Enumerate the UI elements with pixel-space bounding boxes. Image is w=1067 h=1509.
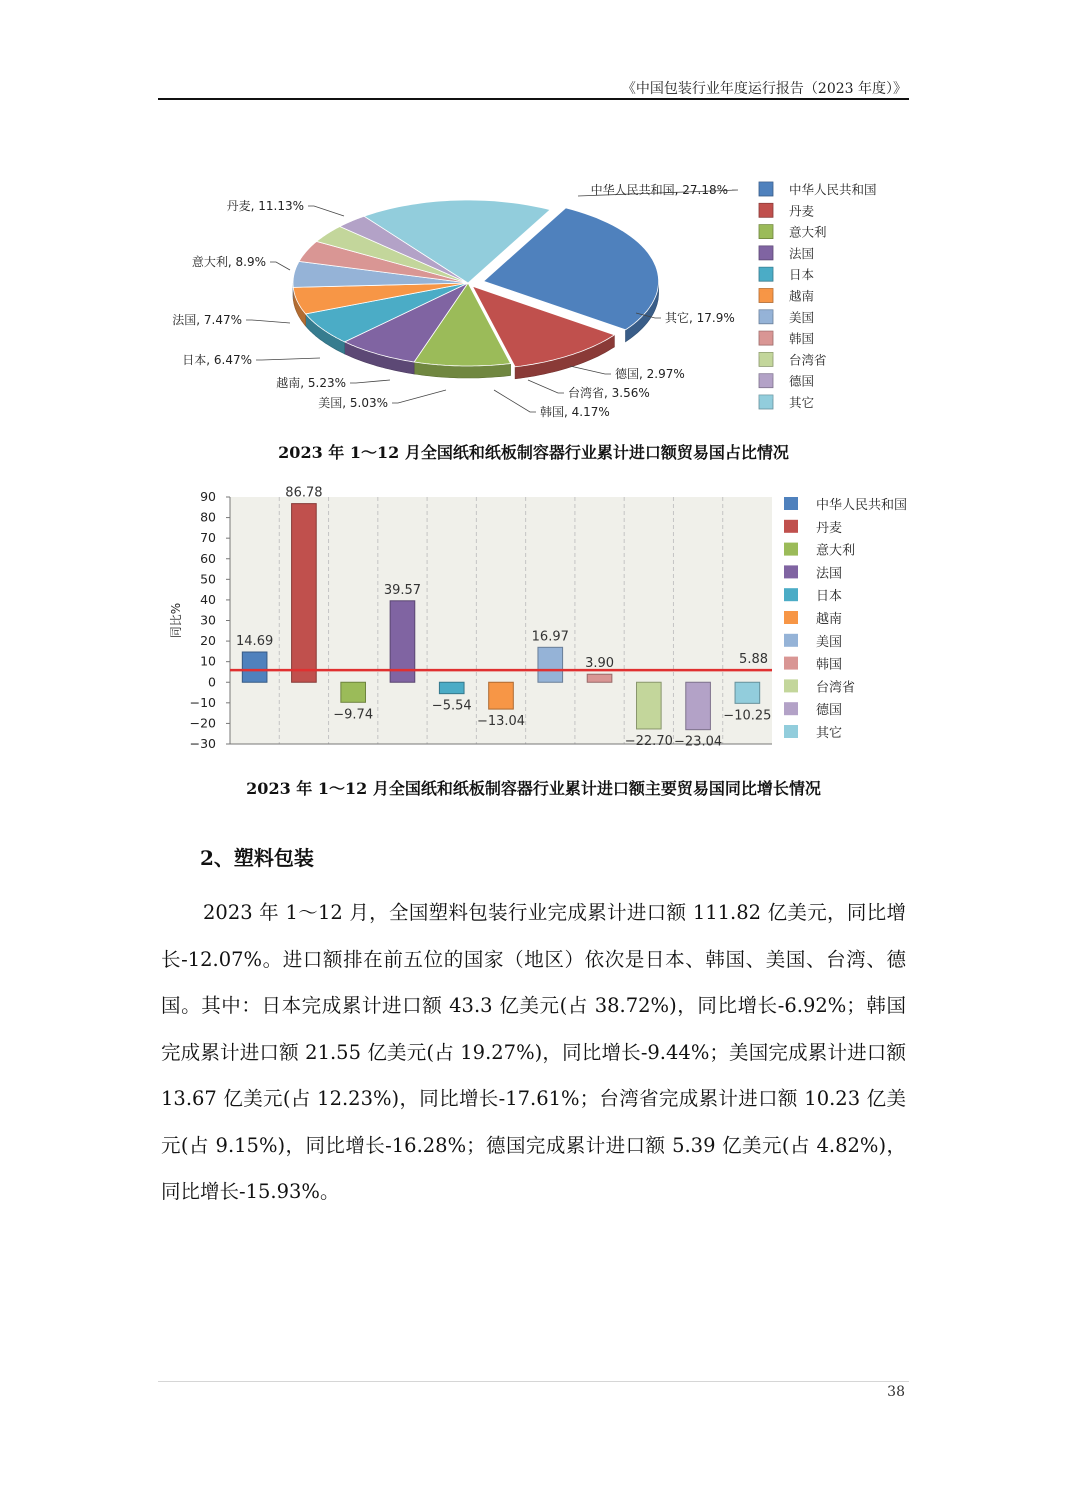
bar-chart	[158, 478, 918, 764]
bar-legend-label: 丹麦	[816, 520, 843, 536]
pie-legend-label: 丹麦	[789, 203, 815, 219]
bar-value-label: 86.78	[285, 485, 323, 501]
pie-legend-swatch-highlight	[759, 267, 773, 271]
y-ticks	[190, 489, 230, 751]
pie-legend-label: 美国	[789, 309, 815, 325]
bar-legend-swatch	[784, 657, 798, 670]
bar-legend-label: 法国	[816, 566, 843, 582]
pie-leader-line	[308, 206, 344, 216]
bar	[292, 504, 317, 683]
bar-legend-swatch	[784, 520, 798, 533]
pie-legend-label: 意大利	[789, 224, 827, 240]
pie-legend-swatch-highlight	[759, 331, 773, 335]
pie-legend-label: 其它	[789, 395, 815, 410]
y-tick-label: 10	[200, 653, 216, 669]
bar	[686, 682, 711, 729]
bar-value-label: 39.57	[383, 582, 422, 598]
pie-legend-swatch-highlight	[759, 374, 773, 378]
bar-value-label: 14.69	[236, 634, 274, 650]
bar	[439, 682, 464, 693]
pie-chart	[158, 168, 909, 432]
pie-leader-line	[256, 358, 320, 360]
pie-leader-line	[392, 390, 446, 403]
bar-legend-swatch	[784, 497, 798, 510]
bar	[587, 674, 612, 682]
pie-leader-line	[494, 390, 536, 412]
pie-legend-label: 中华人民共和国	[789, 182, 877, 197]
section-heading: 2、塑料包装	[200, 846, 314, 870]
bar-legend-label: 德国	[816, 703, 843, 719]
pie-chart-caption: 2023 年 1～12 月全国纸和纸板制容器行业累计进口额贸易国占比情况	[278, 443, 789, 462]
pie-data-label: 德国, 2.97%	[615, 367, 685, 381]
body-paragraph: 2023 年 1～12 月，全国塑料包装行业完成累计进口额 111.82 亿美元，同比增长-12.07%。进口额排在前五位的国家（地区）依次是日本、韩国、美国、台湾、德国。其中：日本完成累计进口额 43.3 亿美元(占 38.72%)，同比增长-6.92%；韩国完成累计进口额 21.55 亿美元(占 19.27%)，同比增长-9.44%；美国完成累计进口额 13.67 亿美元(占 12.23%)，同比增长-17.61%；台湾省完成累计进口额 10.23 亿美元(占 9.15%)，同比增长-16.28%；德国完成累计进口额 5.39 亿美元(占 4.82%)，同比增长-15.93%。	[161, 901, 906, 1203]
pie-legend-label: 德国	[789, 373, 815, 389]
bar-legend-label: 韩国	[816, 657, 843, 673]
y-tick-label: −30	[189, 736, 216, 751]
bar-legend-label: 日本	[816, 589, 843, 605]
y-tick-label: −20	[189, 715, 216, 731]
bar-legend-label: 美国	[816, 634, 843, 650]
bar-value-label: −9.74	[333, 707, 374, 723]
bar-legend	[784, 497, 907, 741]
pie-legend-swatch-highlight	[759, 289, 773, 293]
bar	[341, 682, 366, 702]
pie-legend-label: 法国	[789, 245, 815, 261]
pie-legend-label: 台湾省	[789, 352, 827, 368]
pie-data-label: 意大利, 8.9%	[191, 255, 266, 269]
y-tick-label: 60	[200, 550, 216, 566]
y-tick-label: −10	[189, 694, 216, 710]
pie-legend-swatch-highlight	[759, 246, 773, 250]
bar-value-label: 16.97	[531, 629, 569, 645]
pie-leader-line	[570, 366, 611, 374]
y-tick-label: 80	[200, 509, 216, 525]
y-tick-label: 20	[200, 633, 216, 649]
bar-value-label: 3.90	[585, 656, 615, 672]
pie-data-label: 法国, 7.47%	[172, 313, 242, 327]
pie-leader-line	[350, 380, 390, 383]
pie-leader-line	[270, 262, 290, 270]
header-rule	[158, 98, 909, 100]
pie-legend-swatch-highlight	[759, 352, 773, 356]
pie-data-label: 中华人民共和国, 27.18%	[590, 183, 728, 197]
bar-chart-svg	[158, 478, 918, 760]
footer-rule	[158, 1381, 909, 1382]
bar-legend-label: 越南	[816, 612, 843, 627]
y-tick-label: 50	[200, 571, 216, 587]
pie-legend-swatch-highlight	[759, 310, 773, 314]
y-tick-label: 0	[208, 674, 216, 690]
bar-legend-swatch	[784, 679, 798, 692]
pie-legend	[759, 182, 877, 410]
bar-value-label: −23.04	[674, 734, 723, 750]
pie-data-label: 韩国, 4.17%	[540, 405, 610, 419]
bar-legend-swatch	[784, 725, 798, 738]
bar-legend-label: 其它	[816, 726, 843, 741]
bar-legend-swatch	[784, 611, 798, 624]
bar-legend-swatch	[784, 543, 798, 556]
pie-data-label: 美国, 5.03%	[318, 396, 388, 410]
bar-legend-swatch	[784, 588, 798, 601]
y-tick-label: 70	[200, 530, 216, 546]
pie-legend-swatch-highlight	[759, 225, 773, 229]
pie-leader-line	[246, 320, 290, 323]
pie-legend-swatch-highlight	[759, 203, 773, 207]
pie-chart-svg	[158, 168, 909, 428]
pie-data-label: 其它, 17.9%	[665, 311, 735, 325]
pie-legend-swatch-highlight	[759, 395, 773, 399]
pie-legend-label: 越南	[789, 288, 815, 304]
bar	[242, 652, 267, 682]
bar	[735, 682, 760, 703]
pie-data-label: 台湾省, 3.56%	[568, 386, 650, 400]
bar-chart-caption: 2023 年 1～12 月全国纸和纸板制容器行业累计进口额主要贸易国同比增长情况	[246, 779, 821, 798]
bar-legend-label: 中华人民共和国	[816, 498, 908, 513]
running-header: 《中国包装行业年度运行报告（2023 年度）》	[621, 81, 907, 97]
bar-legend-swatch	[784, 565, 798, 578]
bar-value-label: −10.25	[723, 708, 772, 724]
bar-legend-swatch	[784, 634, 798, 647]
bar-value-label: −13.04	[476, 714, 526, 730]
y-tick-label: 30	[200, 612, 216, 628]
y-tick-label: 40	[200, 591, 216, 607]
pie-legend-label: 日本	[789, 267, 815, 283]
bar	[489, 682, 514, 709]
y-axis-label: 同比%	[169, 602, 183, 639]
bar-value-label: −5.54	[431, 698, 472, 714]
bar-legend-label: 意大利	[816, 543, 856, 559]
y-tick-label: 90	[200, 489, 216, 504]
reference-line-label: 5.88	[739, 652, 768, 668]
bar	[538, 647, 563, 682]
page-number: 38	[887, 1384, 905, 1400]
bar-value-label: −22.70	[624, 733, 673, 749]
pie-legend-label: 韩国	[789, 331, 815, 347]
bar-legend-label: 台湾省	[816, 680, 856, 696]
pie-data-label: 丹麦, 11.13%	[226, 199, 304, 213]
pie-data-label: 越南, 5.23%	[276, 376, 346, 390]
pie-data-label: 日本, 6.47%	[182, 353, 252, 367]
pie-leader-line	[528, 380, 564, 393]
bar-legend-swatch	[784, 702, 798, 715]
pie-legend-swatch-highlight	[759, 182, 773, 186]
bar	[637, 682, 662, 729]
